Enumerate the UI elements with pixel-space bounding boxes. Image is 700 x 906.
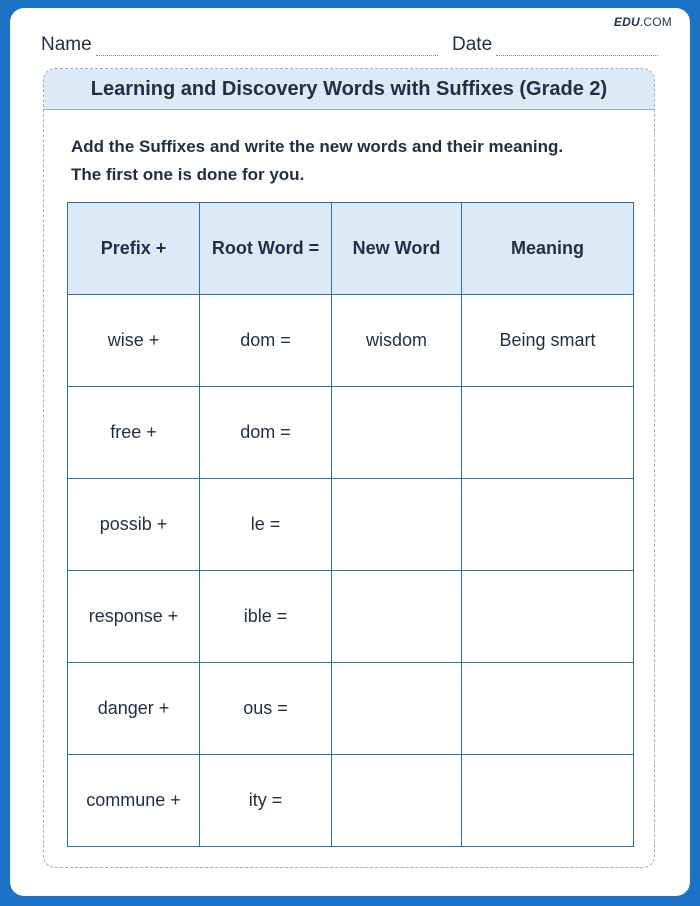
brand-logo: EDU.COM <box>613 15 672 29</box>
table-header-row <box>68 203 634 295</box>
root-word-cell: ity = <box>200 755 332 847</box>
new-word-cell[interactable] <box>332 571 462 663</box>
date-line[interactable] <box>496 55 658 56</box>
prefix-cell: wise + <box>68 295 200 387</box>
new-word-cell[interactable] <box>332 387 462 479</box>
column-header-prefix: Prefix + <box>68 203 200 295</box>
prefix-cell: danger + <box>68 663 200 755</box>
worksheet-title: Learning and Discovery Words with Suffixes (Grade 2) <box>44 69 654 110</box>
column-header-new-word: New Word <box>332 203 462 295</box>
meaning-cell[interactable] <box>462 479 634 571</box>
name-label: Name <box>41 34 92 55</box>
meaning-cell[interactable]: Being smart <box>462 295 634 387</box>
meaning-cell[interactable] <box>462 663 634 755</box>
prefix-cell: response + <box>68 571 200 663</box>
meaning-cell[interactable] <box>462 571 634 663</box>
table-row <box>68 479 634 571</box>
name-line[interactable] <box>96 55 438 56</box>
table-row <box>68 387 634 479</box>
table-row <box>68 295 634 387</box>
table-row <box>68 755 634 847</box>
table-row <box>68 663 634 755</box>
worksheet-panel <box>43 68 655 868</box>
table-row <box>68 571 634 663</box>
root-word-cell: ible = <box>200 571 332 663</box>
instructions <box>71 133 641 189</box>
new-word-cell[interactable] <box>332 663 462 755</box>
date-label: Date <box>452 34 493 55</box>
meaning-cell[interactable] <box>462 755 634 847</box>
column-header-root-word: Root Word = <box>200 203 332 295</box>
instruction-line: Add the Suffixes and write the new words and their meaning. <box>71 137 564 156</box>
worksheet-page <box>10 8 690 896</box>
suffix-table <box>67 202 634 847</box>
instruction-line: The first one is done for you. <box>71 165 305 184</box>
new-word-cell[interactable] <box>332 755 462 847</box>
new-word-cell[interactable]: wisdom <box>332 295 462 387</box>
prefix-cell: commune + <box>68 755 200 847</box>
new-word-cell[interactable] <box>332 479 462 571</box>
root-word-cell: dom = <box>200 387 332 479</box>
root-word-cell: ous = <box>200 663 332 755</box>
root-word-cell: dom = <box>200 295 332 387</box>
root-word-cell: le = <box>200 479 332 571</box>
column-header-meaning: Meaning <box>462 203 634 295</box>
prefix-cell: free + <box>68 387 200 479</box>
meaning-cell[interactable] <box>462 387 634 479</box>
prefix-cell: possib + <box>68 479 200 571</box>
